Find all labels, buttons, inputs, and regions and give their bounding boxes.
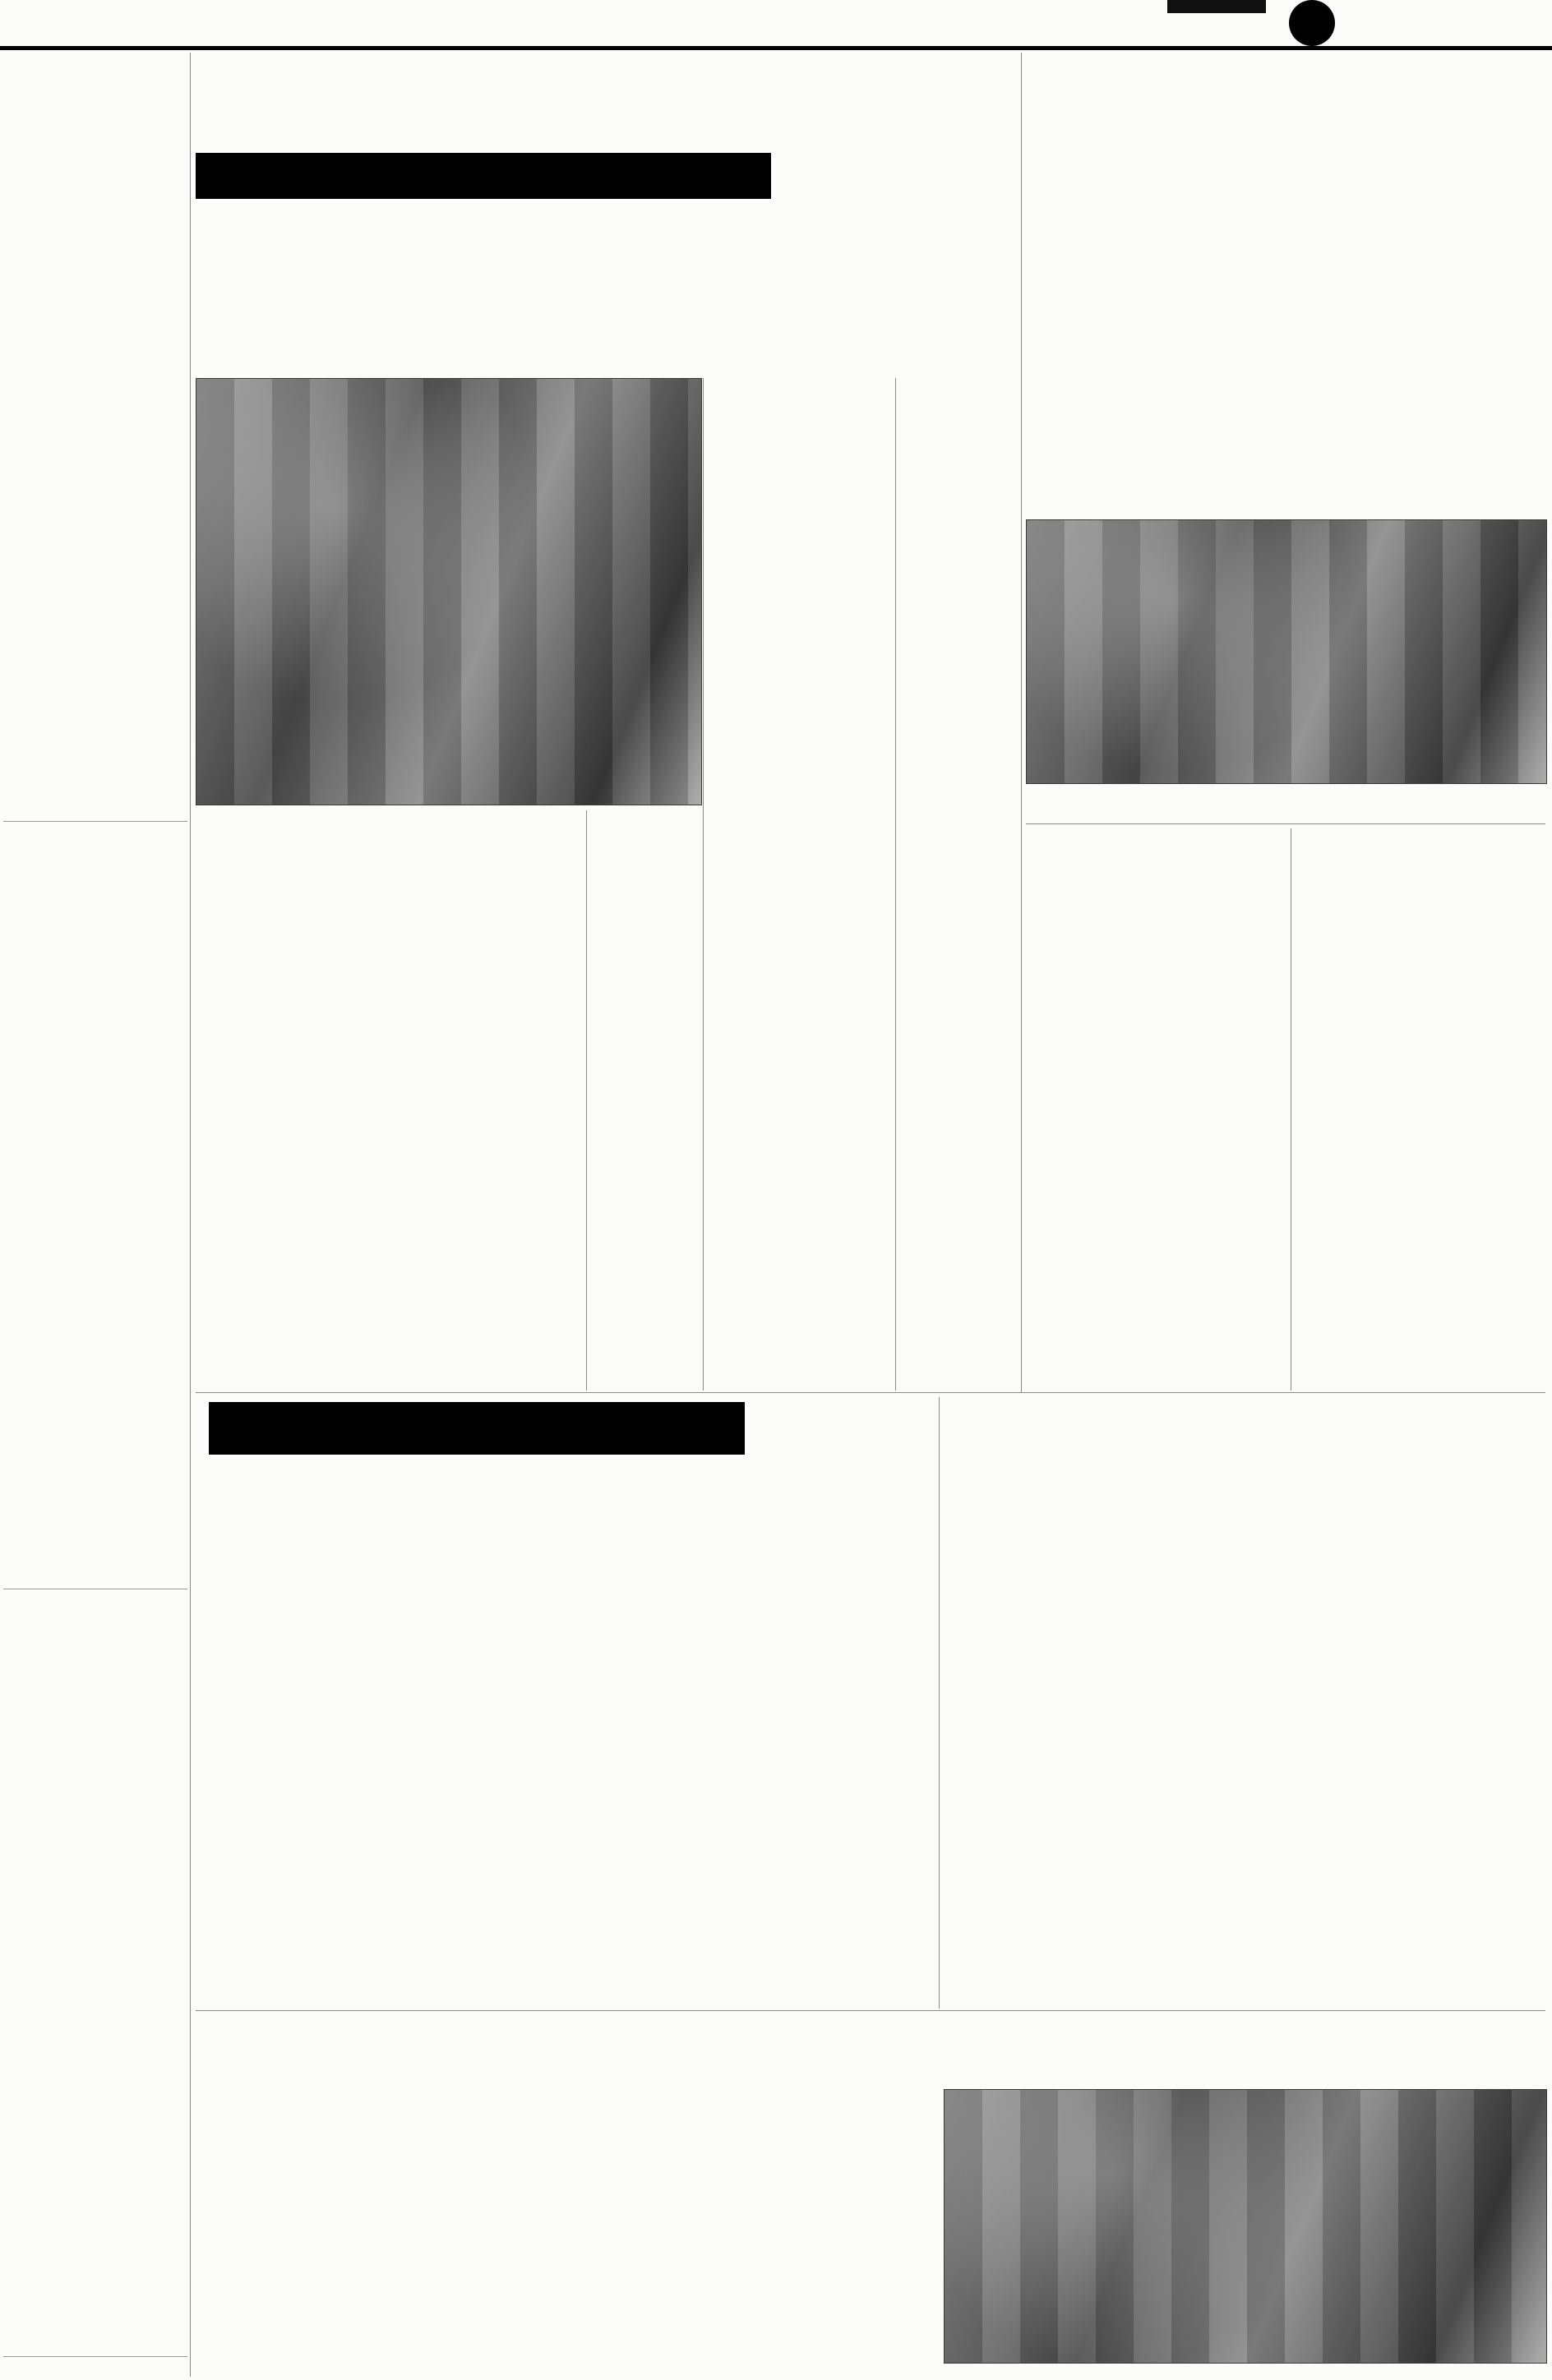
book-kicker-strap	[209, 1402, 745, 1455]
article-morigaon-memorial	[1026, 830, 1282, 1391]
lead-strap-side-text	[781, 153, 1019, 201]
article-book-release	[196, 1397, 934, 2009]
column-rule	[586, 810, 587, 1391]
article-yoga-body	[544, 2073, 1545, 2373]
lead-strap	[196, 153, 771, 199]
masthead-tagline-box	[1167, 0, 1266, 13]
article-sadhana-academy	[3, 821, 187, 840]
article-npop-body	[1026, 444, 1545, 819]
article-cachar-heroin	[3, 2356, 187, 2375]
column-rule	[1021, 53, 1022, 1392]
article-biswanath	[944, 1677, 1545, 2009]
column-rule	[939, 1397, 940, 2009]
lead-strap-row	[196, 153, 1019, 201]
page-number-badge	[1289, 0, 1335, 46]
article-adarsha-school	[1297, 830, 1545, 1391]
column-rule	[703, 378, 704, 1391]
article-jagiroad	[3, 54, 187, 72]
article-samiti-gathan	[592, 809, 700, 1391]
column-rule	[190, 53, 191, 2377]
section-rule	[1026, 823, 1545, 824]
left-rail	[3, 54, 187, 2375]
mid-column	[709, 378, 891, 1391]
lead-body	[196, 205, 1019, 375]
section-rule	[196, 1392, 1545, 1393]
article-sidli-krishak-divas	[3, 1589, 187, 1607]
lead-continuation-column	[901, 378, 1018, 1391]
protest-effigy-photo	[196, 378, 702, 805]
article-shahid-choudhury	[196, 809, 580, 1391]
column-rule	[895, 378, 896, 1391]
header-rule	[0, 46, 1552, 50]
section-rule	[196, 2010, 1545, 2011]
